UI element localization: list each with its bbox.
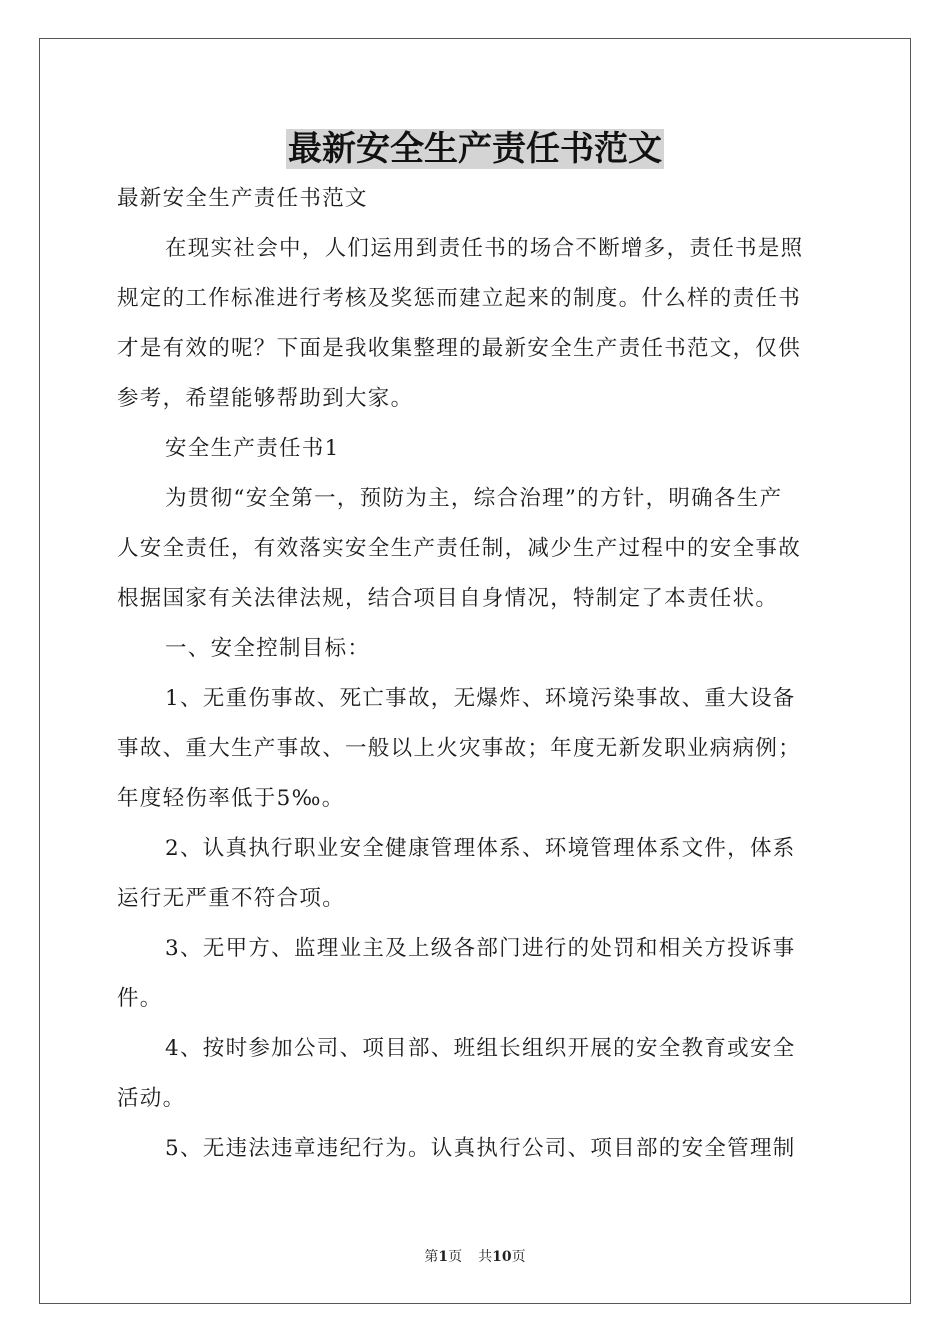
paragraph-line: 为贯彻“安全第一，预防为主，综合治理”的方针，明确各生产 bbox=[165, 486, 783, 511]
paragraph-intro bbox=[117, 232, 833, 416]
document-title-text: 最新安全生产责任书范文 bbox=[288, 129, 662, 169]
list-item bbox=[117, 832, 833, 916]
paragraph-line: 一、安全控制目标： bbox=[165, 636, 371, 661]
list-item bbox=[117, 1132, 833, 1166]
paragraph-line: 4、按时参加公司、项目部、班组长组织开展的安全教育或安全 bbox=[165, 1036, 796, 1061]
paragraph-line: 安全生产责任书1 bbox=[165, 436, 340, 461]
page-prefix: 第 bbox=[424, 1249, 439, 1265]
page-footer bbox=[0, 1248, 950, 1266]
page-unit: 页 bbox=[448, 1249, 463, 1265]
list-item bbox=[117, 682, 833, 816]
paragraph-line: 活动。 bbox=[117, 1086, 186, 1111]
paragraph-line: 年度轻伤率低于5‰。 bbox=[117, 786, 345, 811]
paragraph-line: 根据国家有关法律法规，结合项目自身情况，特制定了本责任状。 bbox=[117, 586, 779, 611]
document-body bbox=[117, 182, 833, 1166]
paragraph-line: 规定的工作标准进行考核及奖惩而建立起来的制度。什么样的责任书 bbox=[117, 286, 802, 311]
list-item bbox=[117, 1032, 833, 1116]
paragraph-line: 2、认真执行职业安全健康管理体系、环境管理体系文件，体系 bbox=[165, 836, 796, 861]
paragraph-line: 3、无甲方、监理业主及上级各部门进行的处罚和相关方投诉事 bbox=[165, 936, 796, 961]
paragraph-line: 5、无违法违章违纪行为。认真执行公司、项目部的安全管理制 bbox=[165, 1136, 796, 1161]
paragraph-line: 才是有效的呢？下面是我收集整理的最新安全生产责任书范文，仅供 bbox=[117, 336, 802, 361]
paragraph-line: 1、无重伤事故、死亡事故，无爆炸、环境污染事故、重大设备 bbox=[165, 686, 796, 711]
total-unit: 页 bbox=[511, 1249, 526, 1265]
total-pages: 10 bbox=[492, 1249, 512, 1265]
paragraph-line: 在现实社会中，人们运用到责任书的场合不断增多，责任书是照 bbox=[165, 236, 804, 261]
paragraph-line: 人安全责任，有效落实安全生产责任制，减少生产过程中的安全事故 bbox=[117, 536, 802, 561]
paragraph-line: 运行无严重不符合项。 bbox=[117, 886, 346, 911]
paragraph-line: 事故、重大生产事故、一般以上火灾事故；年度无新发职业病病例； bbox=[117, 736, 802, 761]
page-number: 1 bbox=[438, 1249, 449, 1265]
document-title bbox=[0, 124, 950, 174]
section-heading bbox=[117, 432, 833, 466]
paragraph-purpose bbox=[117, 482, 833, 616]
paragraph-line: 参考，希望能够帮助到大家。 bbox=[117, 386, 414, 411]
subsection-heading bbox=[117, 632, 833, 666]
paragraph-line: 件。 bbox=[117, 986, 163, 1011]
total-prefix: 共 bbox=[478, 1249, 493, 1265]
document-subtitle: 最新安全生产责任书范文 bbox=[117, 186, 368, 211]
list-item bbox=[117, 932, 833, 1016]
